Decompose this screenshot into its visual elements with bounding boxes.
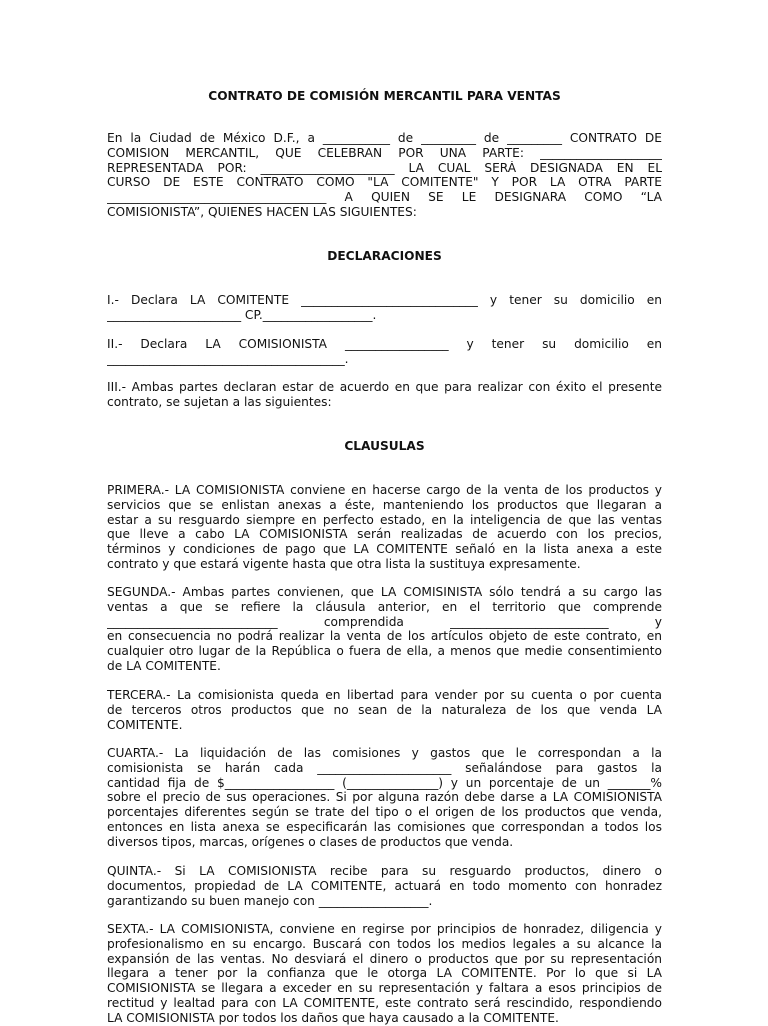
declaracion-i xyxy=(107,293,662,323)
text-line: PRIMERA.- LA COMISIONISTA conviene en hacerse cargo de la venta de los productos y xyxy=(107,483,662,497)
clausula-sexta xyxy=(107,922,662,1026)
text-line: ____________________________________ A QUIEN SE LE DESIGNARA COMO “LA xyxy=(107,190,662,205)
text-line: CUARTA.- La liquidación de las comisiones y gastos que le correspondan a la xyxy=(107,746,662,760)
text-line: comisionista se harán cada ______________________ señalándose para gastos la xyxy=(107,760,662,775)
text-line: cualquier otro lugar de la República o fuera de ella, a menos que medie consentimiento xyxy=(107,644,662,659)
text-line: COMITENTE. xyxy=(107,717,183,732)
text-line: diversos tipos, marcas, orígenes o clases de productos que venda. xyxy=(107,834,514,849)
document-title: CONTRATO DE COMISIÓN MERCANTIL PARA VENTAS xyxy=(208,89,561,103)
text-line: ____________________________ comprendida __________________________ y xyxy=(107,614,662,629)
text-line: SEGUNDA.- Ambas partes convienen, que LA COMISINISTA sólo tendrá a su cargo las xyxy=(107,585,662,599)
text-line: ventas a que se refiere la cláusula anterior, en el territorio que comprende xyxy=(107,599,662,614)
text-line: contrato y que estará vigente hasta que otra lista la sustituya expresamente. xyxy=(107,556,581,571)
declaracion-ii xyxy=(107,337,662,367)
text-line: rectitud y lealtad para con LA COMITENTE, este contrato será rescindido, respondiendo xyxy=(107,995,662,1010)
text-line: profesionalismo en su encargo. Buscará con todos los medios legales a su alcance la xyxy=(107,936,662,951)
text-line: documentos, propiedad de LA COMITENTE, actuará en todo momento con honradez xyxy=(107,878,662,893)
text-line: COMISION MERCANTIL, QUE CELEBRAN POR UNA PARTE: ____________________ xyxy=(107,145,662,160)
text-line: garantizando su buen manejo con __________________. xyxy=(107,893,433,908)
intro-paragraph xyxy=(107,131,662,220)
declaraciones-heading: DECLARACIONES xyxy=(327,249,442,263)
clausula-segunda xyxy=(107,585,662,674)
text-line: servicios que se enlistan anexas a éste, manteniendo los productos que llegaran a xyxy=(107,497,662,512)
text-line: porcentajes diferentes según se trate del tipo o el origen de los productos que venda, xyxy=(107,805,662,820)
text-line: III.- Ambas partes declaran estar de acuerdo en que para realizar con éxito el presente xyxy=(107,380,662,394)
clausula-quinta xyxy=(107,864,662,908)
text-line: llegara a tener por la confianza que le otorga LA COMITENTE. Por lo que si LA xyxy=(107,966,662,981)
text-line: QUINTA.- Si LA COMISIONISTA recibe para su resguardo productos, dinero o xyxy=(107,864,662,878)
text-line: contrato, se sujetan a las siguientes: xyxy=(107,394,332,409)
clausula-cuarta xyxy=(107,746,662,850)
clausulas-heading: CLAUSULAS xyxy=(344,439,425,453)
text-line: I.- Declara LA COMITENTE _____________________________ y tener su domicilio en xyxy=(107,293,662,307)
text-line: _______________________________________. xyxy=(107,351,349,366)
text-line: En la Ciudad de México D.F., a ___________ de _________ de _________ CONTRATO DE xyxy=(107,131,662,145)
text-line: de LA COMITENTE. xyxy=(107,658,221,673)
text-line: expansión de las ventas. No desviará el dinero o productos que por su representación xyxy=(107,951,662,966)
text-line: ______________________ CP.__________________. xyxy=(107,307,377,322)
text-line: en consecuencia no podrá realizar la venta de los artículos objeto de este contrato, en xyxy=(107,629,662,644)
text-line: cantidad fija de $__________________ (_______________) y un porcentaje de un _______% xyxy=(107,775,662,790)
text-line: de terceros otros productos que no sean de la naturaleza de los que venda LA xyxy=(107,702,662,717)
text-line: LA COMISIONISTA por todos los daños que haya causado a la COMITENTE. xyxy=(107,1010,559,1025)
text-line: II.- Declara LA COMISIONISTA _________________ y tener su domicilio en xyxy=(107,337,662,351)
clausula-tercera xyxy=(107,688,662,732)
text-line: COMISIONISTA se llegara a exceder en su representación y faltara a esos principios de xyxy=(107,981,662,996)
text-line: entonces en lista anexa se especificarán las comisiones que correspondan a todos los xyxy=(107,819,662,834)
text-line: que lleve a cabo LA COMISIONISTA serán realizadas de acuerdo con los precios, xyxy=(107,527,662,542)
text-line: SEXTA.- LA COMISIONISTA, conviene en regirse por principios de honradez, diligencia y xyxy=(107,922,662,936)
text-line: TERCERA.- La comisionista queda en libertad para vender por su cuenta o por cuenta xyxy=(107,688,662,702)
declaracion-iii xyxy=(107,380,662,410)
text-line: CURSO DE ESTE CONTRATO COMO "LA COMITENTE" Y POR LA OTRA PARTE xyxy=(107,175,662,190)
text-line: COMISIONISTA”, QUIENES HACEN LAS SIGUIENTES: xyxy=(107,204,417,219)
clausula-primera xyxy=(107,483,662,572)
text-line: REPRESENTADA POR: ______________________ LA CUAL SERÁ DESIGNADA EN EL xyxy=(107,160,662,175)
text-line: sobre el precio de sus operaciones. Si por alguna razón debe darse a LA COMISIONISTA xyxy=(107,790,662,805)
text-line: términos y condiciones de pago que LA COMITENTE señaló en la lista anexa a este xyxy=(107,542,662,557)
text-line: estar a su resguardo siempre en perfecto estado, en la inteligencia de que las ventas xyxy=(107,512,662,527)
